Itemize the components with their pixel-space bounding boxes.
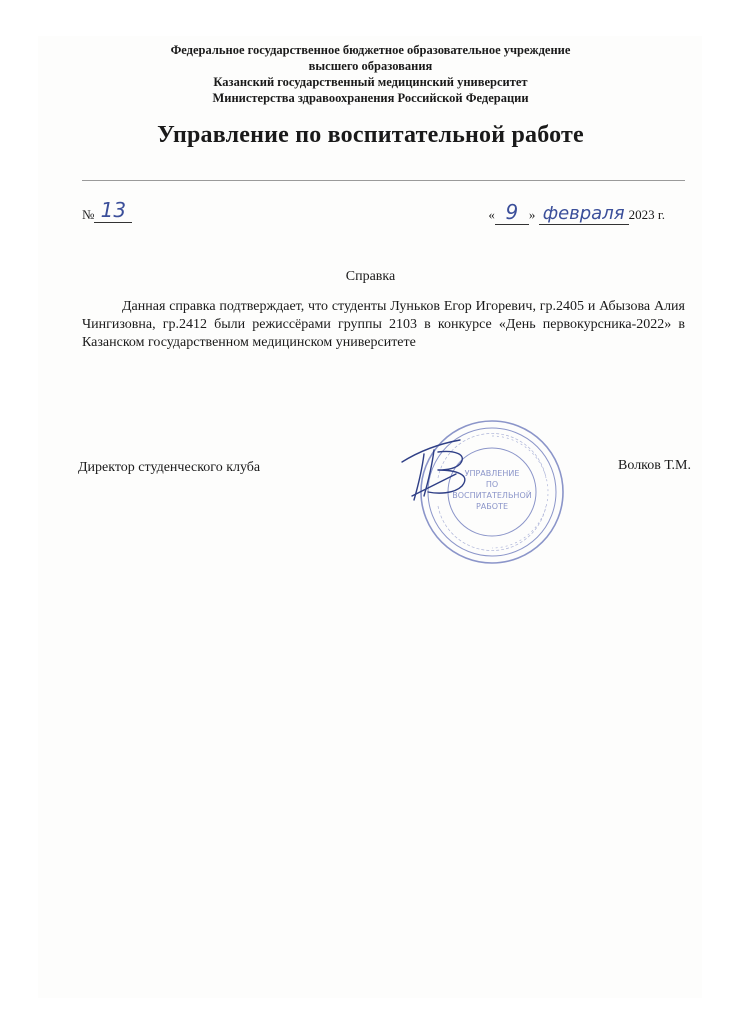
registration-number bbox=[82, 200, 132, 225]
header-divider bbox=[82, 180, 685, 181]
date-open-quote: « bbox=[488, 207, 495, 222]
stamp-text-line: УПРАВЛЕНИЕ bbox=[464, 469, 520, 478]
organization-header bbox=[0, 42, 741, 106]
certificate-body-text: Данная справка подтверждает, что студенты Луньков Егор Игоревич, гр.2405 и Абызова Алия Чингизовна, гр.2412 были режиссёрами группы 2103 в конкурсе «День первокурсника-2022» в Казанском государственном медицинском университете bbox=[82, 299, 685, 350]
header-line-2: высшего образования bbox=[308, 59, 433, 73]
signatory-position: Директор студенческого клуба bbox=[78, 460, 261, 475]
department-title: Управление по воспитательной работе bbox=[157, 122, 584, 148]
header-line-3: Казанский государственный медицинский университет bbox=[213, 75, 528, 89]
document-type-heading: Справка bbox=[345, 269, 396, 284]
number-prefix: № bbox=[82, 207, 95, 222]
stamp-text-line: ВОСПИТАТЕЛЬНОЙ bbox=[452, 491, 532, 500]
date-close-quote: » bbox=[528, 207, 536, 222]
header-line-4: Министерства здравоохранения Российской Федерации bbox=[212, 91, 529, 105]
signatory-name: Волков Т.М. bbox=[618, 458, 691, 473]
date-year: 2023 г. bbox=[628, 207, 665, 222]
date-day-handwritten: 9 bbox=[495, 200, 529, 225]
registration-date bbox=[488, 200, 665, 225]
stamp-text-line: ПО bbox=[485, 480, 499, 489]
header-line-1: Федеральное государственное бюджетное образовательное учреждение bbox=[170, 43, 571, 57]
number-handwritten: 13 bbox=[94, 198, 132, 223]
date-month-handwritten: февраля bbox=[539, 203, 629, 225]
stamp-text-line: РАБОТЕ bbox=[475, 502, 509, 511]
handwritten-signature bbox=[398, 430, 488, 510]
